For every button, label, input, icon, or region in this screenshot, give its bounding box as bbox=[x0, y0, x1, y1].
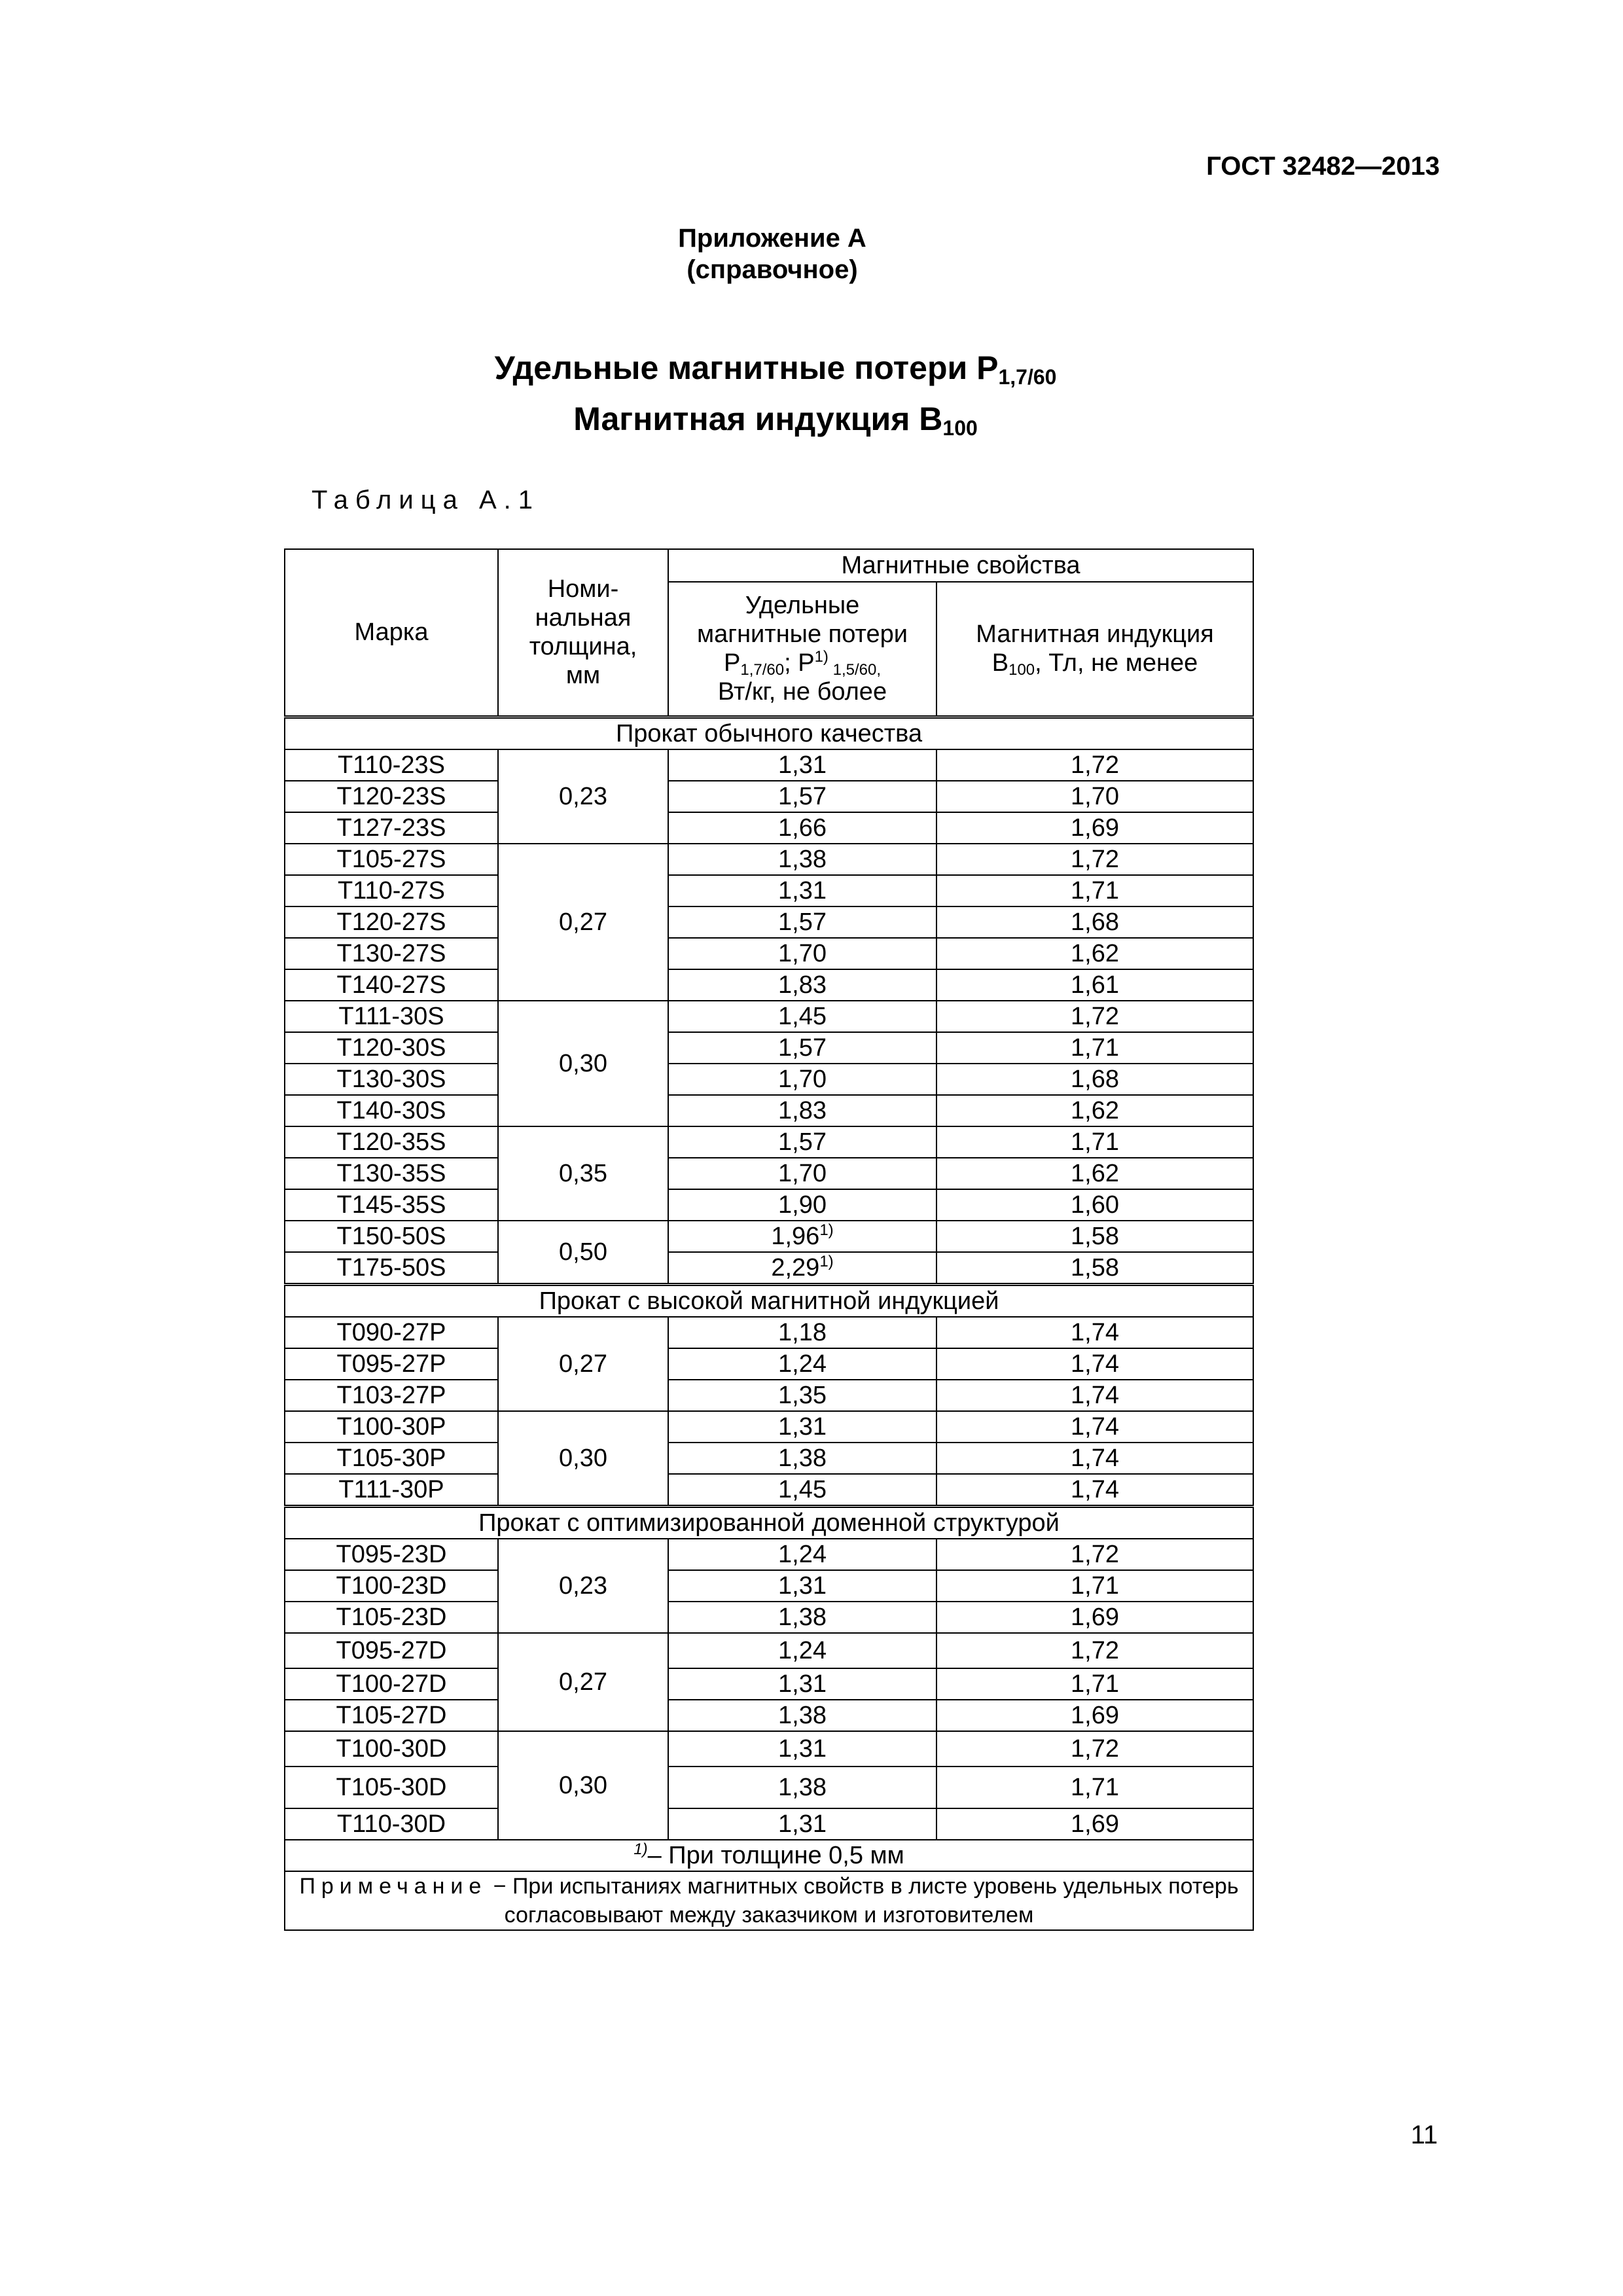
header-induction: Магнитная индукция $В_{100}$, Тл, не менее bbox=[936, 582, 1253, 717]
loss-cell: 1,83 bbox=[668, 969, 936, 1001]
grade-cell: Т110-23S bbox=[285, 749, 498, 781]
grade-cell: Т127-23S bbox=[285, 812, 498, 844]
table-row bbox=[285, 1700, 1253, 1731]
section-row bbox=[285, 1506, 1253, 1539]
loss-cell: 1,38 bbox=[668, 1700, 936, 1731]
table-row bbox=[285, 781, 1253, 812]
table-row bbox=[285, 1474, 1253, 1507]
loss-cell: 1,31 bbox=[668, 1570, 936, 1602]
induction-cell: 1,72 bbox=[936, 1001, 1253, 1032]
section-row bbox=[285, 1284, 1253, 1317]
grade-cell: Т105-27D bbox=[285, 1700, 498, 1731]
grade-cell: Т105-30D bbox=[285, 1767, 498, 1808]
induction-cell: 1,72 bbox=[936, 749, 1253, 781]
induction-cell: 1,74 bbox=[936, 1411, 1253, 1443]
section-title bbox=[0, 347, 1623, 449]
table-row bbox=[285, 938, 1253, 969]
loss-cell: 1,90 bbox=[668, 1189, 936, 1221]
title-line-losses: Удельные магнитные потери $Р_{1,7/60}$ bbox=[494, 350, 1057, 389]
loss-cell: 2,29$^{1)}$ bbox=[668, 1252, 936, 1285]
loss-cell: 1,35 bbox=[668, 1380, 936, 1411]
loss-cell: 1,31 bbox=[668, 749, 936, 781]
loss-cell: 1,38 bbox=[668, 1602, 936, 1633]
thickness-cell: 0,23 bbox=[498, 1539, 668, 1633]
loss-cell: 1,24 bbox=[668, 1348, 936, 1380]
induction-cell: 1,71 bbox=[936, 1767, 1253, 1808]
loss-cell: 1,18 bbox=[668, 1317, 936, 1348]
loss-cell: 1,31 bbox=[668, 1411, 936, 1443]
induction-cell: 1,69 bbox=[936, 1808, 1253, 1840]
title-line-induction: Магнитная индукция $В_{100}$ bbox=[573, 401, 978, 440]
table-row bbox=[285, 1348, 1253, 1380]
section-row bbox=[285, 717, 1253, 749]
table-row bbox=[285, 1602, 1253, 1633]
induction-cell: 1,74 bbox=[936, 1443, 1253, 1474]
loss-cell: 1,31 bbox=[668, 1808, 936, 1840]
thickness-cell: 0,30 bbox=[498, 1731, 668, 1840]
grade-cell: Т111-30Р bbox=[285, 1474, 498, 1507]
induction-cell: 1,72 bbox=[936, 844, 1253, 875]
loss-cell: 1,38 bbox=[668, 1767, 936, 1808]
loss-cell: 1,31 bbox=[668, 1668, 936, 1700]
induction-cell: 1,74 bbox=[936, 1348, 1253, 1380]
grade-cell: Т100-30Р bbox=[285, 1411, 498, 1443]
table-row bbox=[285, 1539, 1253, 1570]
table-row bbox=[285, 1252, 1253, 1285]
loss-cell: 1,57 bbox=[668, 1126, 936, 1158]
induction-cell: 1,60 bbox=[936, 1189, 1253, 1221]
induction-cell: 1,71 bbox=[936, 1570, 1253, 1602]
footnote-row bbox=[285, 1840, 1253, 1871]
appendix-heading bbox=[0, 223, 1623, 285]
section-title: Прокат с высокой магнитной индукцией bbox=[285, 1284, 1253, 1317]
induction-cell: 1,69 bbox=[936, 1602, 1253, 1633]
grade-cell: Т105-30Р bbox=[285, 1443, 498, 1474]
table-row bbox=[285, 1731, 1253, 1767]
table-row bbox=[285, 1095, 1253, 1126]
induction-cell: 1,74 bbox=[936, 1317, 1253, 1348]
thickness-cell: 0,23 bbox=[498, 749, 668, 844]
table-row bbox=[285, 1668, 1253, 1700]
loss-cell: 1,45 bbox=[668, 1474, 936, 1507]
loss-cell: 1,57 bbox=[668, 906, 936, 938]
loss-cell: 1,24 bbox=[668, 1539, 936, 1570]
induction-cell: 1,74 bbox=[936, 1380, 1253, 1411]
header-grade: Марка bbox=[285, 549, 498, 717]
header-specific-losses: Удельные магнитные потери $Р_{1,7/60}$; $Р^{1)}$ $_{1,5/60,}$ Вт/кг, не более bbox=[668, 582, 936, 717]
grade-cell: Т090-27Р bbox=[285, 1317, 498, 1348]
grade-cell: Т105-27S bbox=[285, 844, 498, 875]
grade-cell: Т140-30S bbox=[285, 1095, 498, 1126]
section-title: Прокат обычного качества bbox=[285, 717, 1253, 749]
grade-cell: Т130-30S bbox=[285, 1064, 498, 1095]
loss-cell: 1,96$^{1)}$ bbox=[668, 1221, 936, 1252]
table-row bbox=[285, 1443, 1253, 1474]
grade-cell: Т130-27S bbox=[285, 938, 498, 969]
induction-cell: 1,61 bbox=[936, 969, 1253, 1001]
grade-cell: Т145-35S bbox=[285, 1189, 498, 1221]
table-row bbox=[285, 969, 1253, 1001]
induction-cell: 1,58 bbox=[936, 1221, 1253, 1252]
induction-cell: 1,72 bbox=[936, 1731, 1253, 1767]
grade-cell: Т100-23D bbox=[285, 1570, 498, 1602]
loss-cell: 1,45 bbox=[668, 1001, 936, 1032]
induction-cell: 1,74 bbox=[936, 1474, 1253, 1507]
table-row bbox=[285, 1317, 1253, 1348]
loss-cell: 1,70 bbox=[668, 1158, 936, 1189]
grade-cell: Т140-27S bbox=[285, 969, 498, 1001]
table-row bbox=[285, 749, 1253, 781]
loss-cell: 1,24 bbox=[668, 1633, 936, 1668]
header-thickness: Номи- нальная толщина, мм bbox=[498, 549, 668, 717]
grade-cell: Т095-27Р bbox=[285, 1348, 498, 1380]
loss-cell: 1,66 bbox=[668, 812, 936, 844]
induction-cell: 1,71 bbox=[936, 1126, 1253, 1158]
grade-cell: Т111-30S bbox=[285, 1001, 498, 1032]
induction-cell: 1,71 bbox=[936, 875, 1253, 906]
grade-cell: Т103-27Р bbox=[285, 1380, 498, 1411]
loss-cell: 1,31 bbox=[668, 875, 936, 906]
table-row bbox=[285, 844, 1253, 875]
grade-cell: Т100-30D bbox=[285, 1731, 498, 1767]
grade-cell: Т120-30S bbox=[285, 1032, 498, 1064]
induction-cell: 1,68 bbox=[936, 906, 1253, 938]
thickness-cell: 0,50 bbox=[498, 1221, 668, 1285]
grade-cell: Т120-27S bbox=[285, 906, 498, 938]
table-row bbox=[285, 812, 1253, 844]
induction-cell: 1,62 bbox=[936, 1158, 1253, 1189]
appendix-subtitle: (справочное) bbox=[687, 255, 858, 284]
grade-cell: Т110-30D bbox=[285, 1808, 498, 1840]
table-row bbox=[285, 1032, 1253, 1064]
induction-cell: 1,71 bbox=[936, 1032, 1253, 1064]
induction-cell: 1,72 bbox=[936, 1539, 1253, 1570]
induction-cell: 1,69 bbox=[936, 1700, 1253, 1731]
section-title: Прокат с оптимизированной доменной структурой bbox=[285, 1506, 1253, 1539]
thickness-cell: 0,30 bbox=[498, 1411, 668, 1507]
table-row bbox=[285, 1380, 1253, 1411]
appendix-title: Приложение А bbox=[678, 224, 866, 253]
thickness-cell: 0,27 bbox=[498, 1633, 668, 1731]
loss-cell: 1,57 bbox=[668, 1032, 936, 1064]
grade-cell: Т095-23D bbox=[285, 1539, 498, 1570]
table-row bbox=[285, 1126, 1253, 1158]
table-row bbox=[285, 1001, 1253, 1032]
loss-cell: 1,38 bbox=[668, 1443, 936, 1474]
table-row bbox=[285, 1064, 1253, 1095]
induction-cell: 1,68 bbox=[936, 1064, 1253, 1095]
induction-cell: 1,72 bbox=[936, 1633, 1253, 1668]
table-row bbox=[285, 1808, 1253, 1840]
grade-cell: Т130-35S bbox=[285, 1158, 498, 1189]
table-row bbox=[285, 1158, 1253, 1189]
footnote-cell: $^{1)}$– При толщине 0,5 мм bbox=[285, 1840, 1253, 1871]
table-row bbox=[285, 875, 1253, 906]
induction-cell: 1,58 bbox=[936, 1252, 1253, 1285]
induction-cell: 1,62 bbox=[936, 938, 1253, 969]
grade-cell: Т150-50S bbox=[285, 1221, 498, 1252]
footnote-ref: 1) bbox=[819, 1221, 834, 1239]
induction-cell: 1,62 bbox=[936, 1095, 1253, 1126]
magnetic-properties-table bbox=[284, 548, 1254, 1931]
table-row bbox=[285, 1411, 1253, 1443]
grade-cell: Т110-27S bbox=[285, 875, 498, 906]
table-row bbox=[285, 1570, 1253, 1602]
loss-cell: 1,31 bbox=[668, 1731, 936, 1767]
note-row bbox=[285, 1871, 1253, 1930]
loss-cell: 1,70 bbox=[668, 938, 936, 969]
table-row bbox=[285, 1633, 1253, 1668]
grade-cell: Т105-23D bbox=[285, 1602, 498, 1633]
table-row bbox=[285, 1189, 1253, 1221]
induction-cell: 1,70 bbox=[936, 781, 1253, 812]
loss-cell: 1,70 bbox=[668, 1064, 936, 1095]
footnote-ref: 1) bbox=[819, 1252, 834, 1270]
table-caption: Таблица А.1 bbox=[312, 486, 540, 514]
header-magnetic-properties: Магнитные свойства bbox=[668, 549, 1253, 582]
induction-cell: 1,69 bbox=[936, 812, 1253, 844]
note-cell: Примечание − При испытаниях магнитных свойств в листе уровень удельных потерь согласовывают между заказчиком и изготовителем bbox=[285, 1871, 1253, 1930]
induction-cell: 1,71 bbox=[936, 1668, 1253, 1700]
grade-cell: Т120-35S bbox=[285, 1126, 498, 1158]
loss-cell: 1,83 bbox=[668, 1095, 936, 1126]
table-row bbox=[285, 1221, 1253, 1252]
grade-cell: Т175-50S bbox=[285, 1252, 498, 1285]
table-row bbox=[285, 906, 1253, 938]
loss-cell: 1,38 bbox=[668, 844, 936, 875]
grade-cell: Т120-23S bbox=[285, 781, 498, 812]
document-standard-number: ГОСТ 32482—2013 bbox=[1206, 152, 1440, 181]
table-row bbox=[285, 1767, 1253, 1808]
page-number: 11 bbox=[1410, 2121, 1438, 2149]
loss-cell: 1,57 bbox=[668, 781, 936, 812]
thickness-cell: 0,30 bbox=[498, 1001, 668, 1126]
thickness-cell: 0,35 bbox=[498, 1126, 668, 1221]
grade-cell: Т095-27D bbox=[285, 1633, 498, 1668]
thickness-cell: 0,27 bbox=[498, 844, 668, 1001]
thickness-cell: 0,27 bbox=[498, 1317, 668, 1411]
grade-cell: Т100-27D bbox=[285, 1668, 498, 1700]
